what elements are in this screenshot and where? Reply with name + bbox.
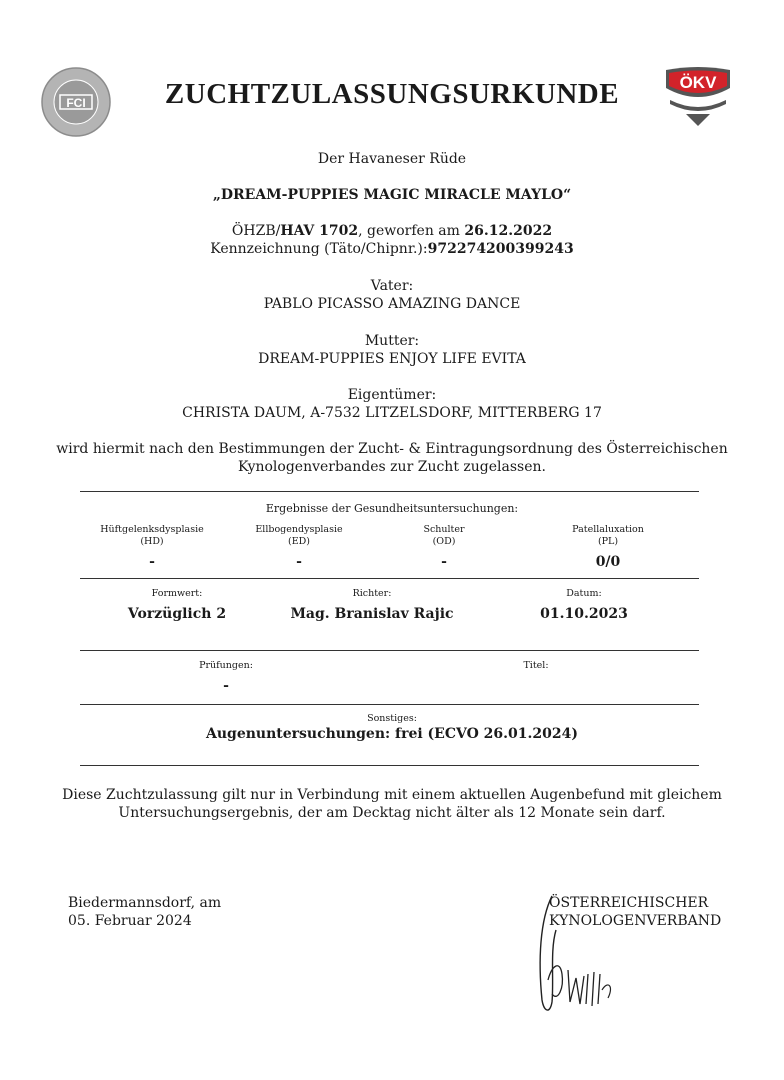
ed-label: Ellbogendysplasie xyxy=(255,524,343,535)
mother-name: DREAM-PUPPIES ENJOY LIFE EVITA xyxy=(258,351,526,367)
od-value: - xyxy=(441,554,447,570)
declaration-line-2: Kynologenverbandes zur Zucht zugelassen. xyxy=(238,459,546,475)
reg-prefix: ÖHZB/ xyxy=(231,223,281,239)
declaration-line-1: wird hiermit nach den Bestimmungen der Zucht- & Eintragungsordnung des Österreichischen xyxy=(56,441,728,457)
health-heading: Ergebnisse der Gesundheitsuntersuchungen: xyxy=(265,502,519,515)
datum-value: 01.10.2023 xyxy=(540,606,628,622)
od-abbr: (OD) xyxy=(432,536,456,547)
dog-intro: Der Havaneser Rüde xyxy=(317,151,467,167)
health-col-hd xyxy=(92,524,212,570)
chip-line xyxy=(0,240,784,258)
formwert-label: Formwert: xyxy=(151,588,203,599)
pl-label: Patellaluxation xyxy=(572,524,644,535)
titel-block xyxy=(486,660,586,678)
pruefungen-label: Prüfungen: xyxy=(199,660,253,671)
ed-value: - xyxy=(296,554,302,570)
health-col-ed xyxy=(239,524,359,570)
okv-logo-text: ÖKV xyxy=(679,73,717,92)
pruefungen-value: - xyxy=(223,678,229,694)
owner-label: Eigentümer: xyxy=(347,387,437,403)
divider xyxy=(80,578,699,579)
richter-value: Mag. Branislav Rajic xyxy=(290,606,454,622)
richter-label: Richter: xyxy=(352,588,392,599)
datum-block xyxy=(504,588,664,622)
validity-line-1: Diese Zuchtzulassung gilt nur in Verbindung mit einem aktuellen Augenbefund mit gleichem xyxy=(62,787,722,803)
chip-label: Kennzeichnung (Täto/Chipnr.): xyxy=(210,241,428,257)
formwert-value: Vorzüglich 2 xyxy=(127,606,227,622)
father-label: Vater: xyxy=(370,278,414,294)
pl-value: 0/0 xyxy=(595,554,621,570)
born-text: , geworfen am xyxy=(358,223,465,239)
fci-logo-text: FCI xyxy=(66,96,86,110)
reg-number: HAV 1702 xyxy=(280,223,359,239)
sonstiges-label: Sonstiges: xyxy=(367,713,417,724)
chip-number: 972274200399243 xyxy=(427,241,574,257)
od-label: Schulter xyxy=(423,524,465,535)
mother-label: Mutter: xyxy=(364,333,420,349)
divider xyxy=(80,765,699,766)
validity-line-2: Untersuchungsergebnis, der am Decktag nicht älter als 12 Monate sein darf. xyxy=(118,805,666,821)
formwert-block xyxy=(97,588,257,622)
health-col-pl xyxy=(548,524,668,570)
dog-name: „DREAM-PUPPIES MAGIC MIRACLE MAYLO“ xyxy=(212,187,572,203)
issue-place: Biedermannsdorf, am xyxy=(68,895,222,911)
hd-label: Hüftgelenksdysplasie xyxy=(100,524,204,535)
divider xyxy=(80,704,699,705)
titel-label: Titel: xyxy=(523,660,549,671)
father-name: PABLO PICASSO AMAZING DANCE xyxy=(263,296,521,312)
health-col-od xyxy=(384,524,504,570)
born-date: 26.12.2022 xyxy=(464,223,553,239)
registration-line xyxy=(0,222,784,240)
pruefungen-block xyxy=(176,660,276,694)
issue-date: 05. Februar 2024 xyxy=(68,913,192,929)
sonstiges-value: Augenuntersuchungen: frei (ECVO 26.01.2024) xyxy=(206,726,578,742)
divider xyxy=(80,491,699,492)
signature xyxy=(530,890,630,1020)
org-line-1: ÖSTERREICHISCHER xyxy=(549,895,709,911)
hd-abbr: (HD) xyxy=(140,536,164,547)
ed-abbr: (ED) xyxy=(288,536,310,547)
richter-block xyxy=(282,588,462,622)
org-line-2: KYNOLOGENVERBAND xyxy=(549,913,722,929)
pl-abbr: (PL) xyxy=(597,536,619,547)
owner-value: CHRISTA DAUM, A-7532 LITZELSDORF, MITTERBERG 17 xyxy=(182,405,602,421)
hd-value: - xyxy=(149,554,155,570)
document-title: ZUCHTZULASSUNGSURKUNDE xyxy=(164,78,620,110)
divider xyxy=(80,650,699,651)
datum-label: Datum: xyxy=(566,588,602,599)
